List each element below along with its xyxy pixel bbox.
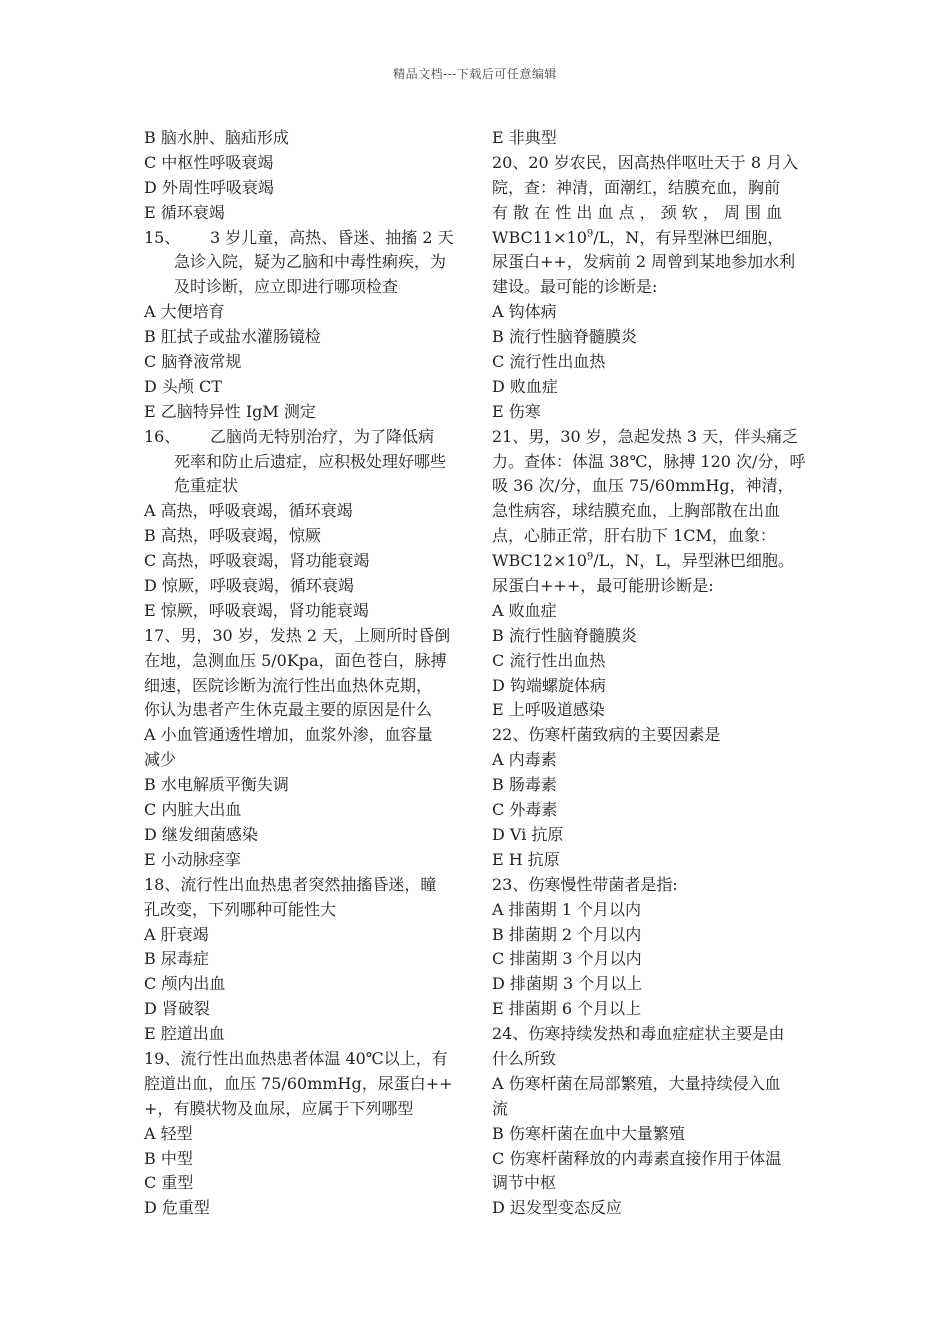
line-text: A 伤寒杆菌在局部繁殖，大量持续侵入血 [492, 1073, 781, 1093]
line-text: B 水电解质平衡失调 [144, 775, 289, 795]
line-text: E 上呼吸道感染 [492, 700, 605, 720]
line-text: 腔道出血，血压 75/60mmHg，尿蛋白++ [144, 1073, 453, 1093]
line-text: E 伤寒 [492, 401, 541, 421]
text-line [144, 698, 474, 723]
line-text: 流 [492, 1098, 509, 1118]
line-text: 建设。最可能的诊断是: [492, 277, 658, 297]
line-text: E 循环衰竭 [144, 202, 225, 222]
text-line [144, 474, 474, 499]
text-line [144, 649, 474, 674]
line-text: 急性病容，球结膜充血，上胸部散在出血 [492, 501, 781, 521]
text-line [492, 624, 822, 649]
line-text: A 高热，呼吸衰竭，循环衰竭 [144, 501, 353, 521]
text-line [144, 1147, 474, 1172]
line-text: A 排菌期 1 个月以内 [492, 899, 641, 919]
text-line [144, 1171, 474, 1196]
text-line [492, 1047, 822, 1072]
text-line [492, 499, 822, 524]
line-text: C 外毒素 [492, 800, 558, 820]
superscript: 9 [586, 551, 594, 563]
text-line [144, 848, 474, 873]
line-text: B 流行性脑脊髓膜炎 [492, 625, 637, 645]
line-text: 危重症状 [174, 476, 239, 496]
line-text: B 中型 [144, 1148, 193, 1168]
text-line [492, 773, 822, 798]
line-text: 减少 [144, 750, 177, 770]
line-text: 点，心肺正常，肝右肋下 1CM，血象： [492, 526, 776, 546]
line-text: B 伤寒杆菌在血中大量繁殖 [492, 1123, 685, 1143]
line-text: A 大便培育 [144, 302, 225, 322]
question-number: 16、 [144, 426, 181, 446]
left-column [144, 126, 474, 1221]
text-line [492, 674, 822, 699]
line-text: 24、伤寒持续发热和毒血症症状主要是由 [492, 1024, 785, 1044]
text-line [492, 250, 822, 275]
text-line [144, 325, 474, 350]
text-line [144, 574, 474, 599]
text-line [492, 524, 822, 549]
text-line [144, 873, 474, 898]
text-line [144, 923, 474, 948]
line-text: 院，查：神清，面潮红，结膜充血，胸前 [492, 177, 781, 197]
question-number: 15、 [144, 227, 181, 247]
text-line [144, 201, 474, 226]
line-text: A 肝衰竭 [144, 924, 209, 944]
text-line [144, 250, 474, 275]
line-text: 孔改变，下列哪种可能性大 [144, 899, 337, 919]
text-line [144, 947, 474, 972]
text-line [492, 873, 822, 898]
text-line [492, 1022, 822, 1047]
line-text: B 肛拭子或盐水灌肠镜检 [144, 327, 321, 347]
text-line [492, 698, 822, 723]
line-text: C 内脏大出血 [144, 800, 242, 820]
text-line [144, 275, 474, 300]
text-line [492, 275, 822, 300]
text-line [492, 201, 822, 226]
page-header: 精品文档---下载后可任意编辑 [393, 67, 557, 81]
text-line [492, 425, 822, 450]
line-text: 有 散 在 性 出 血 点 ， 颈 软 ， 周 围 血 [492, 202, 783, 222]
text-line [492, 574, 822, 599]
text-line [492, 226, 822, 251]
text-line [144, 499, 474, 524]
line-text: B 脑水肿、脑疝形成 [144, 128, 289, 147]
line-text: 乙脑尚无特别治疗，为了降低病 [210, 426, 435, 446]
text-line [144, 674, 474, 699]
line-text: D 排菌期 3 个月以上 [492, 974, 643, 994]
text-line [144, 524, 474, 549]
superscript: 9 [586, 228, 594, 240]
text-line [144, 1072, 474, 1097]
line-text: 力。查体：体温 38℃，脉搏 120 次/分，呼 [492, 451, 806, 471]
line-text: E 腔道出血 [144, 1024, 225, 1044]
text-line [492, 923, 822, 948]
line-text: 尿蛋白++，发病前 2 周曾到某地参加水利 [492, 252, 796, 272]
line-text: A 败血症 [492, 600, 557, 620]
line-text: D 迟发型变态反应 [492, 1198, 622, 1218]
line-text: A 小血管通透性增加，血浆外渗，血容量 [144, 725, 433, 745]
text-line [144, 898, 474, 923]
line-text: D 外周性呼吸衰竭 [144, 177, 274, 197]
line-text: D 钩端螺旋体病 [492, 675, 606, 695]
text-line [492, 450, 822, 475]
line-text: D 继发细菌感染 [144, 824, 258, 844]
line-text: 吸 36 次/分，血压 75/60mmHg，神清， [492, 476, 794, 496]
text-line [144, 1022, 474, 1047]
line-text: C 高热，呼吸衰竭，肾功能衰竭 [144, 551, 370, 571]
line-text: C 颅内出血 [144, 974, 226, 994]
line-text: WBC12×10 [492, 551, 587, 571]
line-text: D Vi 抗原 [492, 824, 564, 844]
line-text: C 伤寒杆菌释放的内毒素直接作用于体温 [492, 1148, 782, 1168]
text-line [144, 823, 474, 848]
text-line [492, 300, 822, 325]
line-text: C 重型 [144, 1173, 194, 1193]
line-text: E 非典型 [492, 128, 557, 147]
text-line [144, 450, 474, 475]
text-line [492, 898, 822, 923]
line-text: C 脑脊液常规 [144, 352, 242, 372]
line-text: 19、流行性出血热患者体温 40℃以上，有 [144, 1048, 448, 1068]
text-line [492, 350, 822, 375]
line-text: 22、伤寒杆菌致病的主要因素是 [492, 725, 721, 745]
line-text: 死率和防止后遗症，应积极处理好哪些 [174, 451, 447, 471]
text-line [144, 350, 474, 375]
text-line [144, 176, 474, 201]
line-text: E 乙脑特异性 IgM 测定 [144, 401, 316, 421]
line-text: C 流行性出血热 [492, 650, 606, 670]
text-line [492, 549, 822, 574]
text-line [144, 1122, 474, 1147]
line-text: 及时诊断，应立即进行哪项检查 [174, 277, 399, 297]
text-line [492, 1196, 822, 1221]
line-text: +，有膜状物及血尿，应属于下列哪型 [144, 1098, 414, 1118]
line-text: /L，N，有异型淋巴细胞， [593, 227, 784, 247]
line-text: E 排菌期 6 个月以上 [492, 999, 642, 1019]
text-line [144, 300, 474, 325]
text-line [144, 1047, 474, 1072]
text-line [144, 425, 474, 450]
text-line [492, 1122, 822, 1147]
line-text: WBC11×10 [492, 227, 587, 247]
line-text: 尿蛋白+++，最可能册诊断是: [492, 576, 714, 596]
line-text: 3 岁儿童，高热、昏迷、抽搐 2 天 [210, 227, 454, 247]
text-line [144, 624, 474, 649]
text-line [492, 997, 822, 1022]
line-text: B 高热，呼吸衰竭，惊厥 [144, 526, 321, 546]
line-text: D 头颅 CT [144, 376, 222, 396]
text-line [492, 947, 822, 972]
text-line [492, 1171, 822, 1196]
text-line [492, 848, 822, 873]
text-line [144, 723, 474, 748]
line-text: 21、男，30 岁，急起发热 3 天，伴头痛乏 [492, 426, 799, 446]
text-line [144, 972, 474, 997]
text-line [492, 126, 822, 151]
text-line [492, 649, 822, 674]
text-line [492, 325, 822, 350]
line-text: 20、20 岁农民，因高热伴呕吐天于 8 月入 [492, 152, 799, 172]
line-text: E H 抗原 [492, 849, 560, 869]
line-text: E 惊厥，呼吸衰竭，肾功能衰竭 [144, 600, 369, 620]
text-line [492, 1097, 822, 1122]
line-text: D 肾破裂 [144, 999, 210, 1019]
line-text: D 惊厥，呼吸衰竭，循环衰竭 [144, 576, 354, 596]
line-text: 什么所致 [492, 1048, 557, 1068]
text-line [492, 151, 822, 176]
line-text: 细速，医院诊断为流行性出血热休克期， [144, 675, 433, 695]
line-text: B 排菌期 2 个月以内 [492, 924, 642, 944]
text-line [492, 1147, 822, 1172]
text-line [492, 400, 822, 425]
line-text: B 肠毒素 [492, 775, 557, 795]
text-line [144, 375, 474, 400]
text-line [492, 1072, 822, 1097]
line-text: B 流行性脑脊髓膜炎 [492, 327, 637, 347]
text-line [492, 748, 822, 773]
line-text: C 流行性出血热 [492, 352, 606, 372]
line-text: 18、流行性出血热患者突然抽搐昏迷，瞳 [144, 874, 437, 894]
text-line [492, 176, 822, 201]
line-text: 在地，急测血压 5/0Kpa，面色苍白，脉搏 [144, 650, 447, 670]
line-text: A 钩体病 [492, 302, 557, 322]
line-text: 调节中枢 [492, 1173, 557, 1193]
line-text: C 中枢性呼吸衰竭 [144, 152, 274, 172]
line-text: 23、伤寒慢性带菌者是指: [492, 874, 678, 894]
line-text: D 败血症 [492, 376, 558, 396]
text-line [144, 549, 474, 574]
line-text: E 小动脉痉挛 [144, 849, 241, 869]
line-text: C 排菌期 3 个月以内 [492, 949, 642, 969]
text-line [492, 823, 822, 848]
text-line [492, 798, 822, 823]
text-line [144, 1097, 474, 1122]
line-text: A 轻型 [144, 1123, 193, 1143]
text-line [492, 723, 822, 748]
text-line [492, 599, 822, 624]
line-text: D 危重型 [144, 1198, 210, 1218]
text-line [492, 972, 822, 997]
text-line [144, 1196, 474, 1221]
line-text: 17、男，30 岁，发热 2 天，上厕所时昏倒 [144, 625, 451, 645]
right-column [492, 126, 822, 1221]
line-text: A 内毒素 [492, 750, 557, 770]
text-line [144, 400, 474, 425]
text-line [144, 151, 474, 176]
text-line [144, 748, 474, 773]
text-line [144, 997, 474, 1022]
text-line [144, 126, 474, 151]
text-line [492, 474, 822, 499]
text-line [144, 226, 474, 251]
line-text: 你认为患者产生休克最主要的原因是什么 [144, 700, 433, 720]
text-line [144, 599, 474, 624]
text-line [144, 773, 474, 798]
line-text: 急诊入院，疑为乙脑和中毒性痢疾，为 [174, 252, 447, 272]
line-text: /L，N，L，异型淋巴细胞。 [593, 551, 794, 571]
text-line [144, 798, 474, 823]
line-text: B 尿毒症 [144, 949, 209, 969]
text-line [492, 375, 822, 400]
